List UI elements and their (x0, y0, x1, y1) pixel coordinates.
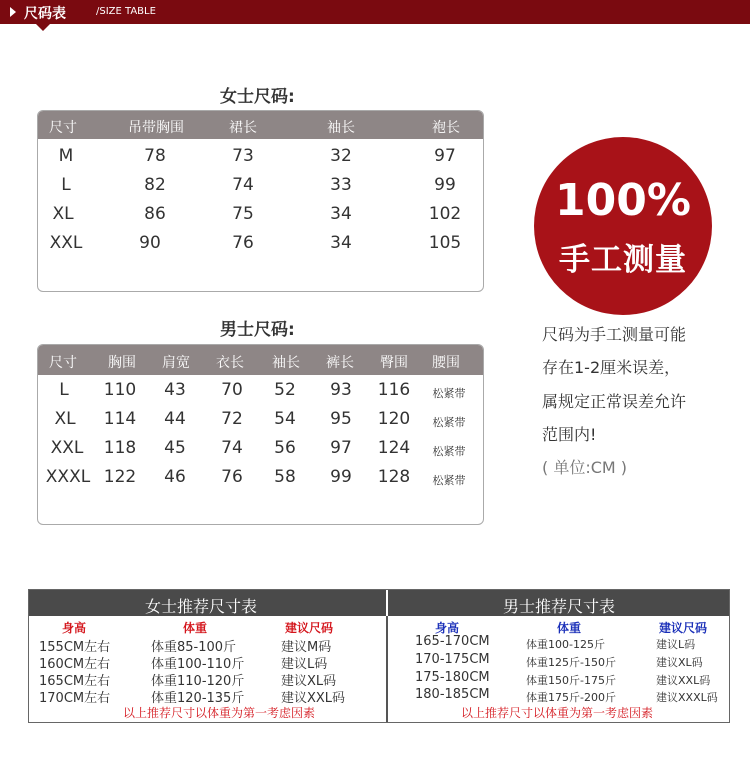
table-cell: 52 (274, 380, 296, 400)
table-cell: 33 (330, 175, 352, 195)
men-rec-footer: 以上推荐尺寸以体重为第一考虑因素 (460, 706, 654, 720)
table-cell: 99 (434, 175, 456, 195)
women-col-header: 尺寸 (49, 120, 77, 136)
table-cell: 体重110-120斤 (151, 674, 245, 689)
table-cell: 76 (221, 467, 243, 487)
men-col-header: 尺寸 (49, 355, 77, 371)
table-cell: 松紧带 (432, 474, 466, 487)
hand-measured-badge (534, 137, 712, 315)
men-col-header: 肩宽 (162, 355, 190, 371)
table-cell: 97 (434, 146, 456, 166)
men-col-header: 袖长 (272, 355, 300, 371)
title-divider (386, 590, 388, 616)
men-col-header: 衣长 (216, 355, 244, 371)
table-cell: L (59, 380, 69, 400)
table-cell: 松紧带 (432, 445, 466, 458)
table-cell: 86 (144, 204, 166, 224)
table-cell: 体重125斤-150斤 (526, 656, 616, 669)
men-rec-header: 体重 (556, 621, 582, 635)
table-cell: 118 (103, 438, 137, 458)
table-cell: 74 (232, 175, 254, 195)
women-col-header: 袖长 (327, 120, 355, 136)
men-rec-header: 身高 (434, 621, 460, 635)
men-col-header: 臀围 (380, 355, 408, 371)
table-cell: 122 (103, 467, 137, 487)
women-rec-title: 女士推荐尺寸表 (144, 597, 258, 616)
header-notch (36, 24, 50, 31)
table-cell: 松紧带 (432, 387, 466, 400)
table-cell: 73 (232, 146, 254, 166)
table-cell: 建议XXL码 (656, 674, 711, 687)
measurement-note-line: 范围内! (542, 425, 597, 444)
men-col-header: 裤长 (326, 355, 354, 371)
table-cell: 建议L码 (281, 657, 328, 672)
header-title: 尺码表 (24, 6, 66, 22)
table-cell: 110 (103, 380, 137, 400)
women-size-table (37, 110, 484, 292)
table-cell: 74 (221, 438, 243, 458)
men-col-header: 腰围 (432, 355, 460, 371)
table-cell: 165CM左右 (39, 674, 111, 689)
table-cell: 82 (144, 175, 166, 195)
table-cell: 128 (377, 467, 411, 487)
table-cell: 78 (144, 146, 166, 166)
table-cell: 102 (428, 204, 462, 224)
table-cell: 体重175斤-200斤 (526, 691, 616, 704)
table-cell: 体重85-100斤 (151, 640, 237, 655)
table-cell: 170-175CM (415, 652, 490, 667)
triangle-icon (10, 7, 16, 17)
women-rec-footer: 以上推荐尺寸以体重为第一考虑因素 (122, 706, 316, 720)
table-cell: XXL (49, 233, 83, 253)
table-cell: 58 (274, 467, 296, 487)
header-bar (0, 0, 750, 24)
table-cell: XL (52, 204, 74, 224)
women-size-title: 女士尺码: (220, 87, 295, 107)
table-cell: 95 (330, 409, 352, 429)
table-cell: 建议XXXL码 (656, 691, 718, 704)
table-cell: 44 (164, 409, 186, 429)
women-rec-header: 身高 (61, 621, 87, 635)
table-cell: XL (54, 409, 76, 429)
table-cell: XXXL (45, 467, 91, 487)
men-col-header: 胸围 (108, 355, 136, 371)
women-col-header: 袍长 (432, 120, 460, 136)
table-cell: 45 (164, 438, 186, 458)
measurement-note-line: 存在1-2厘米误差， (542, 358, 681, 377)
recommendation-panel (28, 589, 730, 723)
table-cell: M (58, 146, 74, 166)
women-table-header (38, 111, 483, 139)
table-cell: 155CM左右 (39, 640, 111, 655)
table-cell: 116 (377, 380, 411, 400)
table-cell: 70 (221, 380, 243, 400)
recommendation-title-bar (29, 590, 729, 616)
table-cell: 97 (330, 438, 352, 458)
table-cell: 体重100-125斤 (526, 638, 605, 651)
table-cell: XXL (50, 438, 84, 458)
table-cell: 72 (221, 409, 243, 429)
table-cell: 松紧带 (432, 416, 466, 429)
women-col-header: 吊带胸围 (128, 120, 184, 136)
women-rec-header: 体重 (182, 621, 208, 635)
column-divider (386, 616, 388, 722)
table-cell: 105 (428, 233, 462, 253)
table-cell: 93 (330, 380, 352, 400)
table-cell: 43 (164, 380, 186, 400)
table-cell: 56 (274, 438, 296, 458)
men-size-table (37, 344, 484, 525)
men-rec-header: 建议尺码 (658, 621, 708, 635)
table-cell: 建议L码 (656, 638, 696, 651)
table-cell: 75 (232, 204, 254, 224)
table-cell: 99 (330, 467, 352, 487)
table-cell: 120 (377, 409, 411, 429)
table-cell: 124 (377, 438, 411, 458)
table-cell: 160CM左右 (39, 657, 111, 672)
header-subtitle: /SIZE TABLE (96, 6, 156, 17)
measurement-note-line: 尺码为手工测量可能 (542, 325, 687, 344)
unit-note: ( 单位:CM ) (542, 458, 628, 477)
table-cell: 54 (274, 409, 296, 429)
table-cell: 建议M码 (281, 640, 332, 655)
table-cell: 建议XL码 (656, 656, 703, 669)
table-cell: 46 (164, 467, 186, 487)
women-col-header: 裙长 (229, 120, 257, 136)
table-cell: 建议XXL码 (281, 691, 346, 706)
men-size-title: 男士尺码: (220, 320, 295, 340)
table-cell: L (61, 175, 71, 195)
table-cell: 170CM左右 (39, 691, 111, 706)
table-cell: 34 (330, 233, 352, 253)
table-cell: 建议XL码 (281, 674, 337, 689)
badge-percent: 100% (555, 175, 691, 226)
table-cell: 体重100-110斤 (151, 657, 245, 672)
table-cell: 体重150斤-175斤 (526, 674, 616, 687)
measurement-note-line: 属规定正常误差允许 (542, 392, 687, 411)
badge-text: 手工测量 (559, 242, 687, 278)
men-table-header (38, 345, 483, 375)
men-rec-title: 男士推荐尺寸表 (502, 597, 616, 616)
table-cell: 32 (330, 146, 352, 166)
table-cell: 180-185CM (415, 687, 490, 702)
table-cell: 114 (103, 409, 137, 429)
table-cell: 76 (232, 233, 254, 253)
table-cell: 90 (139, 233, 161, 253)
table-cell: 体重120-135斤 (151, 691, 245, 706)
table-cell: 165-170CM (415, 634, 490, 649)
women-rec-header: 建议尺码 (284, 621, 334, 635)
table-cell: 175-180CM (415, 670, 490, 685)
table-cell: 34 (330, 204, 352, 224)
